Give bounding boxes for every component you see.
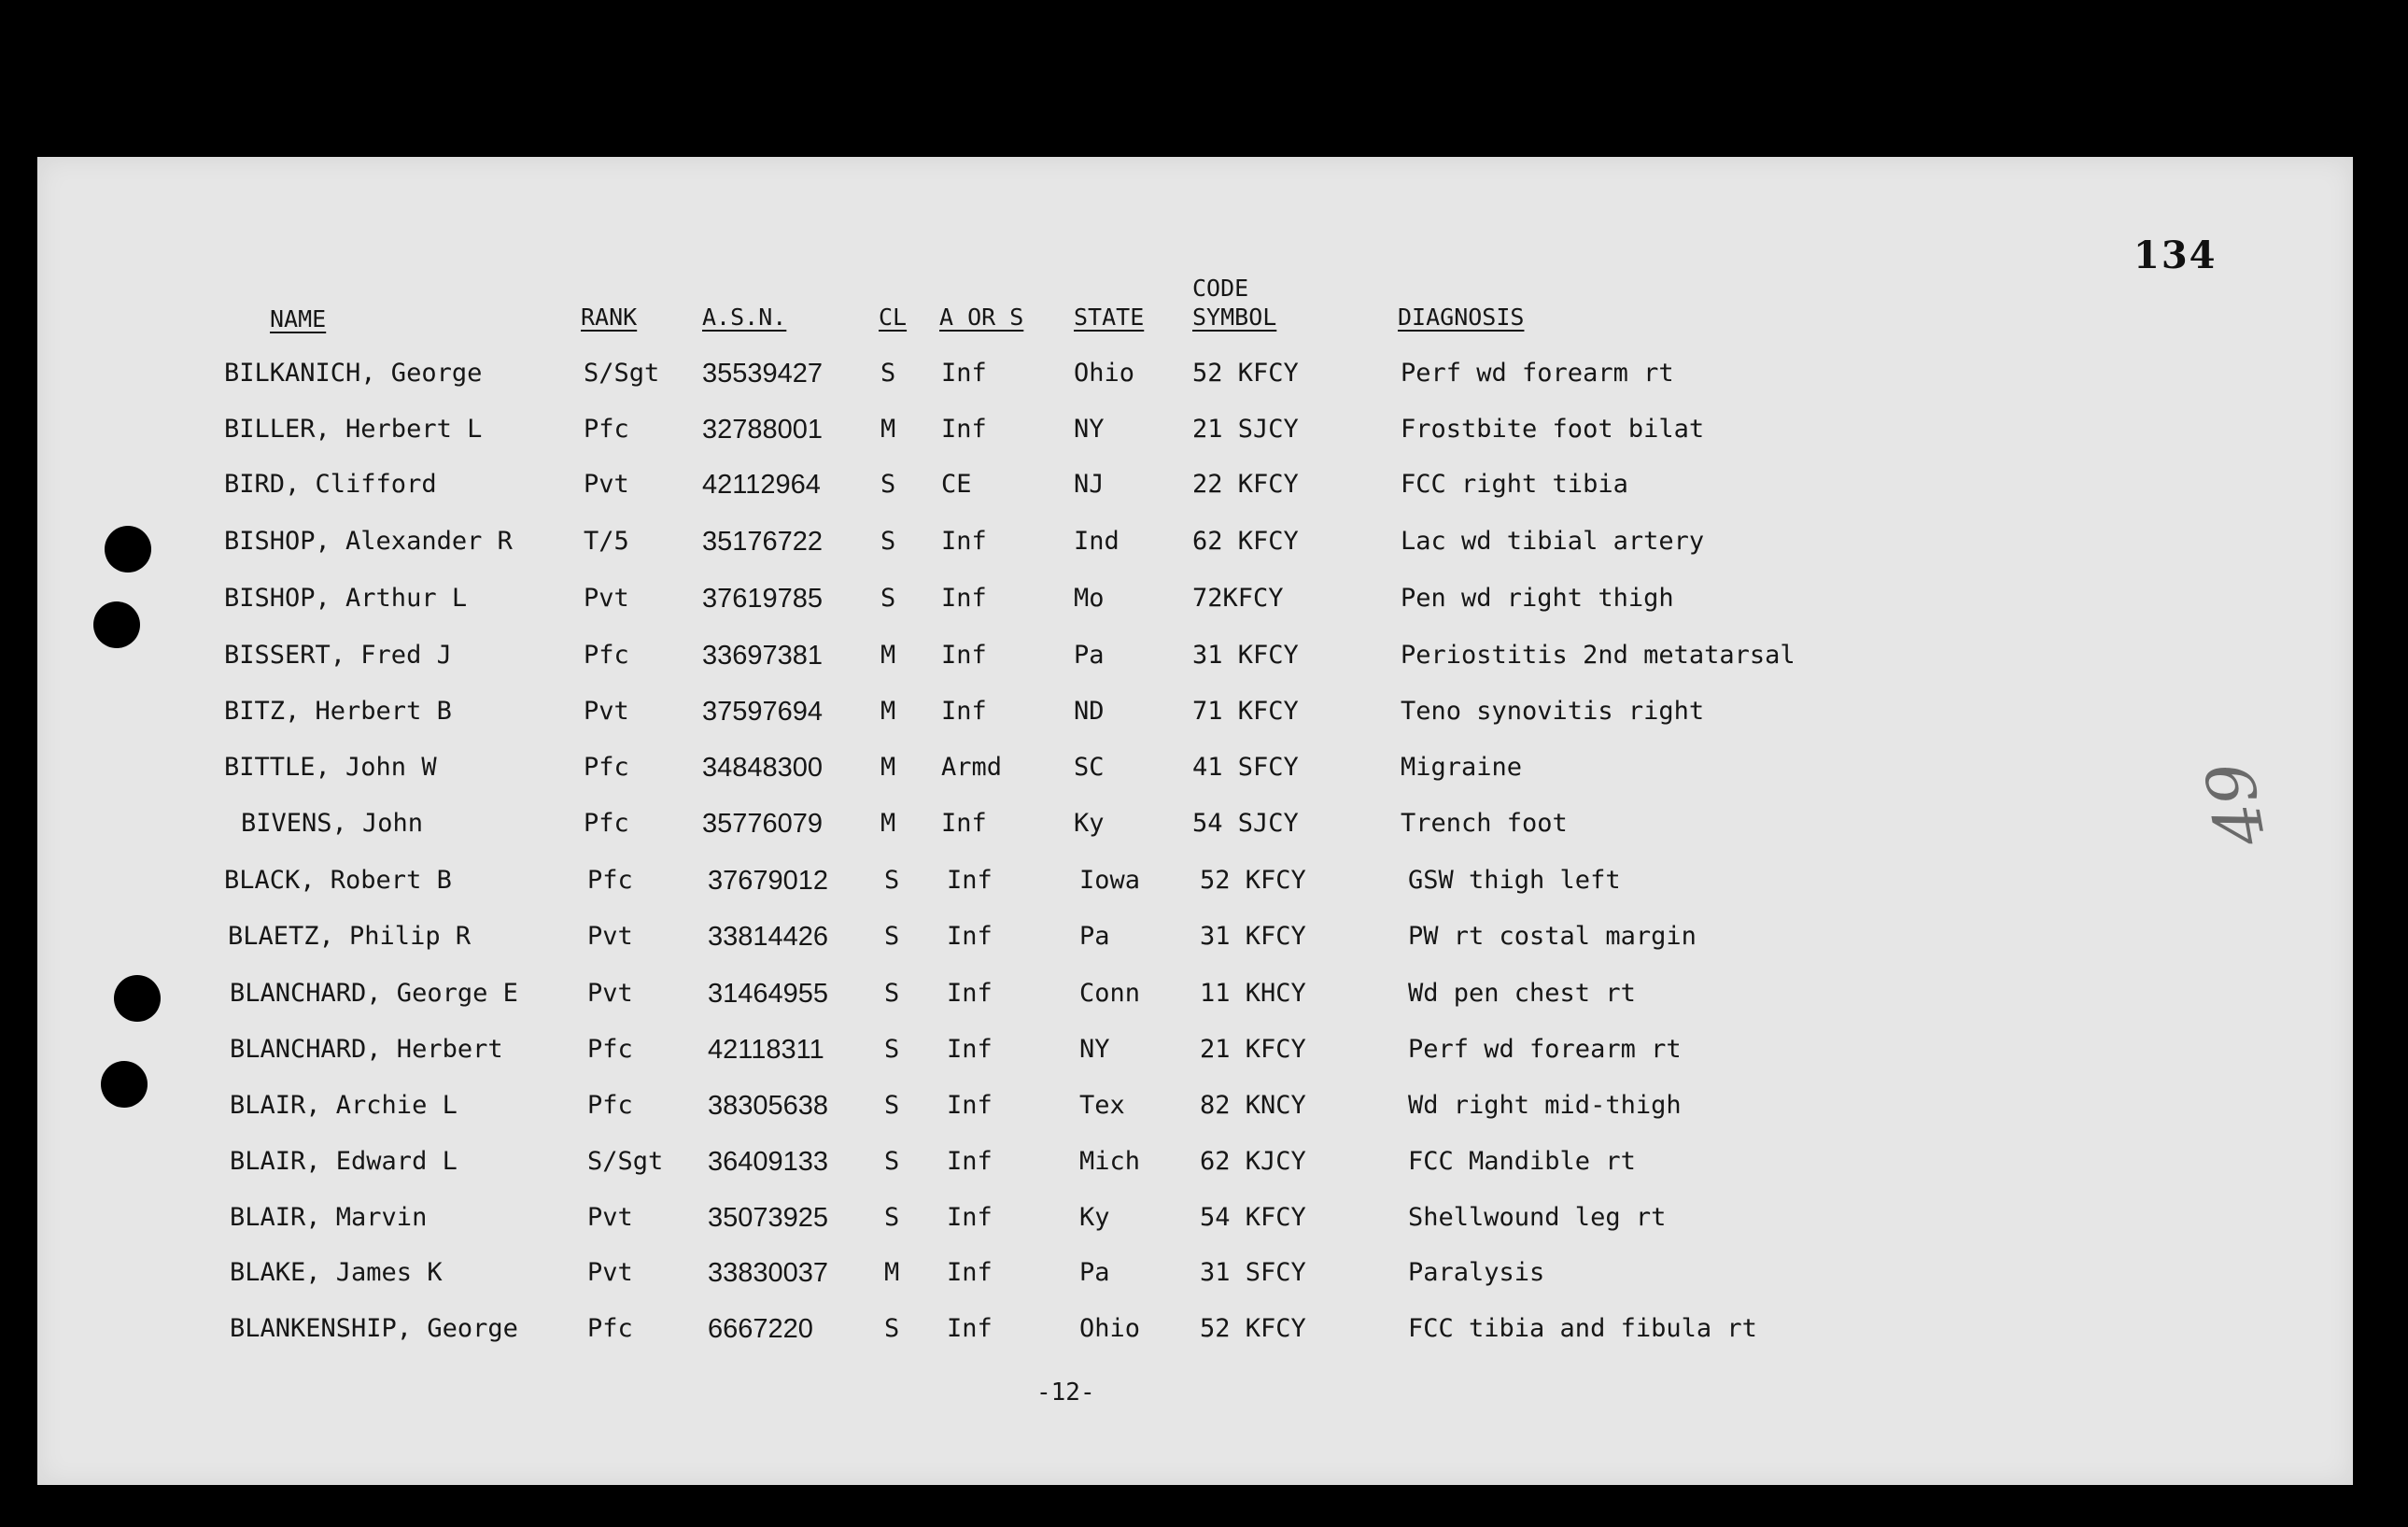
cell-a-or-s: Armd	[941, 753, 1003, 782]
header-name: NAME	[270, 305, 327, 332]
cell-diagnosis: Perf wd forearm rt	[1408, 1035, 1682, 1064]
cell-diagnosis: Lac wd tibial artery	[1401, 527, 1705, 556]
cell-name: BITZ, Herbert B	[224, 697, 452, 726]
cell-asn: 35176722	[702, 527, 824, 557]
cell-name: BISHOP, Arthur L	[224, 584, 468, 613]
cell-name: BLAIR, Marvin	[230, 1203, 428, 1232]
cell-asn: 6667220	[708, 1314, 813, 1344]
cell-a-or-s: Inf	[941, 641, 987, 670]
cell-diagnosis: Teno synovitis right	[1401, 697, 1705, 726]
cell-state: Pa	[1079, 1258, 1110, 1287]
cell-asn: 33814426	[708, 922, 829, 952]
table-row	[0, 415, 2408, 452]
cell-state: Mo	[1074, 584, 1105, 613]
cell-name: BLANKENSHIP, George	[230, 1314, 518, 1343]
cell-rank: S/Sgt	[584, 359, 660, 388]
cell-rank: Pfc	[587, 1091, 633, 1120]
cell-rank: Pvt	[587, 1258, 633, 1287]
cell-cl: S	[884, 1091, 900, 1120]
cell-asn: 35073925	[708, 1203, 829, 1233]
cell-a-or-s: Inf	[941, 415, 987, 444]
cell-rank: Pfc	[584, 753, 629, 782]
cell-code-symbol: 52 KFCY	[1200, 1314, 1306, 1343]
cell-code-symbol: 22 KFCY	[1192, 470, 1299, 499]
cell-asn: 33697381	[702, 641, 824, 671]
cell-diagnosis: Wd right mid-thigh	[1408, 1091, 1682, 1120]
cell-code-symbol: 31 KFCY	[1192, 641, 1299, 670]
cell-cl: M	[880, 415, 896, 444]
cell-cl: S	[884, 979, 900, 1008]
cell-name: BLAIR, Edward L	[230, 1147, 458, 1176]
cell-state: Mich	[1079, 1147, 1141, 1176]
table-row	[0, 470, 2408, 507]
cell-rank: Pvt	[584, 697, 629, 726]
cell-code-symbol: 82 KNCY	[1200, 1091, 1306, 1120]
cell-a-or-s: Inf	[947, 1147, 993, 1176]
cell-diagnosis: Frostbite foot bilat	[1401, 415, 1705, 444]
cell-cl: S	[880, 359, 896, 388]
cell-name: BILKANICH, George	[224, 359, 483, 388]
cell-rank: Pvt	[587, 1203, 633, 1232]
cell-cl: S	[884, 1147, 900, 1176]
table-row	[0, 922, 2408, 959]
table-row	[0, 1203, 2408, 1240]
cell-diagnosis: FCC right tibia	[1401, 470, 1628, 499]
cell-state: ND	[1074, 697, 1105, 726]
table-row	[0, 1314, 2408, 1351]
cell-rank: Pfc	[584, 641, 629, 670]
cell-state: Tex	[1079, 1091, 1125, 1120]
cell-a-or-s: Inf	[941, 809, 987, 838]
table-row	[0, 1035, 2408, 1072]
cell-name: BLANCHARD, Herbert	[230, 1035, 503, 1064]
cell-state: SC	[1074, 753, 1105, 782]
cell-code-symbol: 62 KFCY	[1192, 527, 1299, 556]
cell-asn: 37619785	[702, 584, 824, 614]
cell-state: Ky	[1079, 1203, 1110, 1232]
cell-code-symbol: 21 SJCY	[1192, 415, 1299, 444]
cell-code-symbol: 54 KFCY	[1200, 1203, 1306, 1232]
cell-code-symbol: 71 KFCY	[1192, 697, 1299, 726]
cell-diagnosis: Migraine	[1401, 753, 1523, 782]
cell-cl: S	[884, 922, 900, 951]
cell-name: BLAIR, Archie L	[230, 1091, 458, 1120]
cell-code-symbol: 31 SFCY	[1200, 1258, 1306, 1287]
cell-state: Conn	[1079, 979, 1141, 1008]
cell-cl: S	[884, 1203, 900, 1232]
cell-code-symbol: 52 KFCY	[1200, 866, 1306, 895]
cell-a-or-s: Inf	[947, 1091, 993, 1120]
cell-cl: S	[880, 527, 896, 556]
table-row	[0, 1258, 2408, 1295]
header-diagnosis: DIAGNOSIS	[1398, 304, 1525, 331]
cell-name: BLAKE, James K	[230, 1258, 443, 1287]
cell-diagnosis: Periostitis 2nd metatarsal	[1401, 641, 1795, 670]
cell-diagnosis: Pen wd right thigh	[1401, 584, 1674, 613]
cell-asn: 37679012	[708, 866, 829, 896]
cell-a-or-s: Inf	[947, 1258, 993, 1287]
header-asn: A.S.N.	[702, 304, 787, 331]
cell-cl: S	[884, 866, 900, 895]
table-row	[0, 866, 2408, 903]
cell-a-or-s: Inf	[941, 527, 987, 556]
cell-cl: S	[884, 1314, 900, 1343]
cell-code-symbol: 62 KJCY	[1200, 1147, 1306, 1176]
cell-a-or-s: Inf	[947, 922, 993, 951]
cell-asn: 36409133	[708, 1147, 829, 1177]
header-code-line1: CODE	[1192, 275, 1249, 302]
table-row	[0, 359, 2408, 396]
cell-rank: Pvt	[587, 979, 633, 1008]
cell-code-symbol: 52 KFCY	[1192, 359, 1299, 388]
cell-diagnosis: PW rt costal margin	[1408, 922, 1697, 951]
cell-rank: Pfc	[584, 415, 629, 444]
cell-name: BLAETZ, Philip R	[228, 922, 472, 951]
cell-code-symbol: 41 SFCY	[1192, 753, 1299, 782]
cell-rank: Pvt	[584, 470, 629, 499]
cell-a-or-s: Inf	[941, 697, 987, 726]
cell-code-symbol: 11 KHCY	[1200, 979, 1306, 1008]
cell-asn: 37597694	[702, 697, 824, 727]
cell-name: BIVENS, John	[241, 809, 424, 838]
cell-code-symbol: 31 KFCY	[1200, 922, 1306, 951]
table-row	[0, 1147, 2408, 1184]
cell-asn: 35776079	[702, 809, 824, 839]
cell-state: Pa	[1074, 641, 1105, 670]
cell-rank: T/5	[584, 527, 629, 556]
cell-cl: S	[880, 584, 896, 613]
cell-asn: 38305638	[708, 1091, 829, 1121]
cell-cl: M	[884, 1258, 900, 1287]
cell-asn: 32788001	[702, 415, 824, 445]
cell-diagnosis: Perf wd forearm rt	[1401, 359, 1674, 388]
cell-asn: 33830037	[708, 1258, 829, 1288]
header-cl: CL	[879, 304, 908, 331]
table-row	[0, 641, 2408, 678]
table-row	[0, 979, 2408, 1016]
cell-diagnosis: GSW thigh left	[1408, 866, 1621, 895]
cell-name: BILLER, Herbert L	[224, 415, 483, 444]
cell-state: NJ	[1074, 470, 1105, 499]
cell-state: NY	[1079, 1035, 1110, 1064]
cell-state: Ohio	[1079, 1314, 1141, 1343]
table-row	[0, 527, 2408, 564]
cell-name: BISSERT, Fred J	[224, 641, 452, 670]
cell-rank: S/Sgt	[587, 1147, 664, 1176]
cell-cl: S	[880, 470, 896, 499]
cell-cl: M	[880, 809, 896, 838]
cell-cl: M	[880, 641, 896, 670]
cell-rank: Pvt	[584, 584, 629, 613]
header-state: STATE	[1074, 304, 1145, 331]
table-row	[0, 584, 2408, 621]
cell-state: Ohio	[1074, 359, 1135, 388]
cell-a-or-s: Inf	[947, 1203, 993, 1232]
cell-a-or-s: Inf	[947, 1314, 993, 1343]
cell-asn: 31464955	[708, 979, 829, 1009]
cell-a-or-s: Inf	[947, 866, 993, 895]
cell-diagnosis: Paralysis	[1408, 1258, 1545, 1287]
cell-name: BITTLE, John W	[224, 753, 437, 782]
cell-a-or-s: Inf	[941, 584, 987, 613]
cell-rank: Pvt	[587, 922, 633, 951]
header-code-line2: SYMBOL	[1192, 304, 1277, 331]
cell-name: BLACK, Robert B	[224, 866, 452, 895]
cell-name: BLANCHARD, George E	[230, 979, 518, 1008]
cell-cl: M	[880, 753, 896, 782]
cell-name: BIRD, Clifford	[224, 470, 437, 499]
table-row	[0, 697, 2408, 734]
cell-a-or-s: Inf	[947, 1035, 993, 1064]
cell-state: Ind	[1074, 527, 1120, 556]
cell-code-symbol: 72KFCY	[1192, 584, 1284, 613]
page-footer: -12-	[1036, 1379, 1095, 1407]
cell-state: Ky	[1074, 809, 1105, 838]
cell-rank: Pfc	[587, 1314, 633, 1343]
cell-asn: 42112964	[702, 470, 821, 500]
cell-diagnosis: Wd pen chest rt	[1408, 979, 1636, 1008]
cell-code-symbol: 54 SJCY	[1192, 809, 1299, 838]
cell-a-or-s: CE	[941, 470, 972, 499]
cell-a-or-s: Inf	[947, 979, 993, 1008]
cell-diagnosis: Trench foot	[1401, 809, 1568, 838]
cell-cl: M	[880, 697, 896, 726]
cell-diagnosis: Shellwound leg rt	[1408, 1203, 1667, 1232]
table-row	[0, 809, 2408, 846]
page-number: 134	[2133, 233, 2218, 277]
header-rank: RANK	[581, 304, 638, 331]
cell-rank: Pfc	[587, 1035, 633, 1064]
cell-asn: 35539427	[702, 359, 824, 389]
cell-asn: 34848300	[702, 753, 824, 783]
cell-asn: 42118311	[708, 1035, 824, 1065]
cell-rank: Pfc	[587, 866, 633, 895]
header-a-or-s: A OR S	[939, 304, 1024, 331]
cell-code-symbol: 21 KFCY	[1200, 1035, 1306, 1064]
cell-a-or-s: Inf	[941, 359, 987, 388]
cell-name: BISHOP, Alexander R	[224, 527, 513, 556]
cell-state: NY	[1074, 415, 1105, 444]
cell-diagnosis: FCC Mandible rt	[1408, 1147, 1636, 1176]
table-row	[0, 753, 2408, 790]
cell-state: Iowa	[1079, 866, 1141, 895]
cell-diagnosis: FCC tibia and fibula rt	[1408, 1314, 1757, 1343]
cell-cl: S	[884, 1035, 900, 1064]
cell-rank: Pfc	[584, 809, 629, 838]
handwritten-note: 49	[2190, 756, 2281, 852]
table-row	[0, 1091, 2408, 1128]
cell-state: Pa	[1079, 922, 1110, 951]
